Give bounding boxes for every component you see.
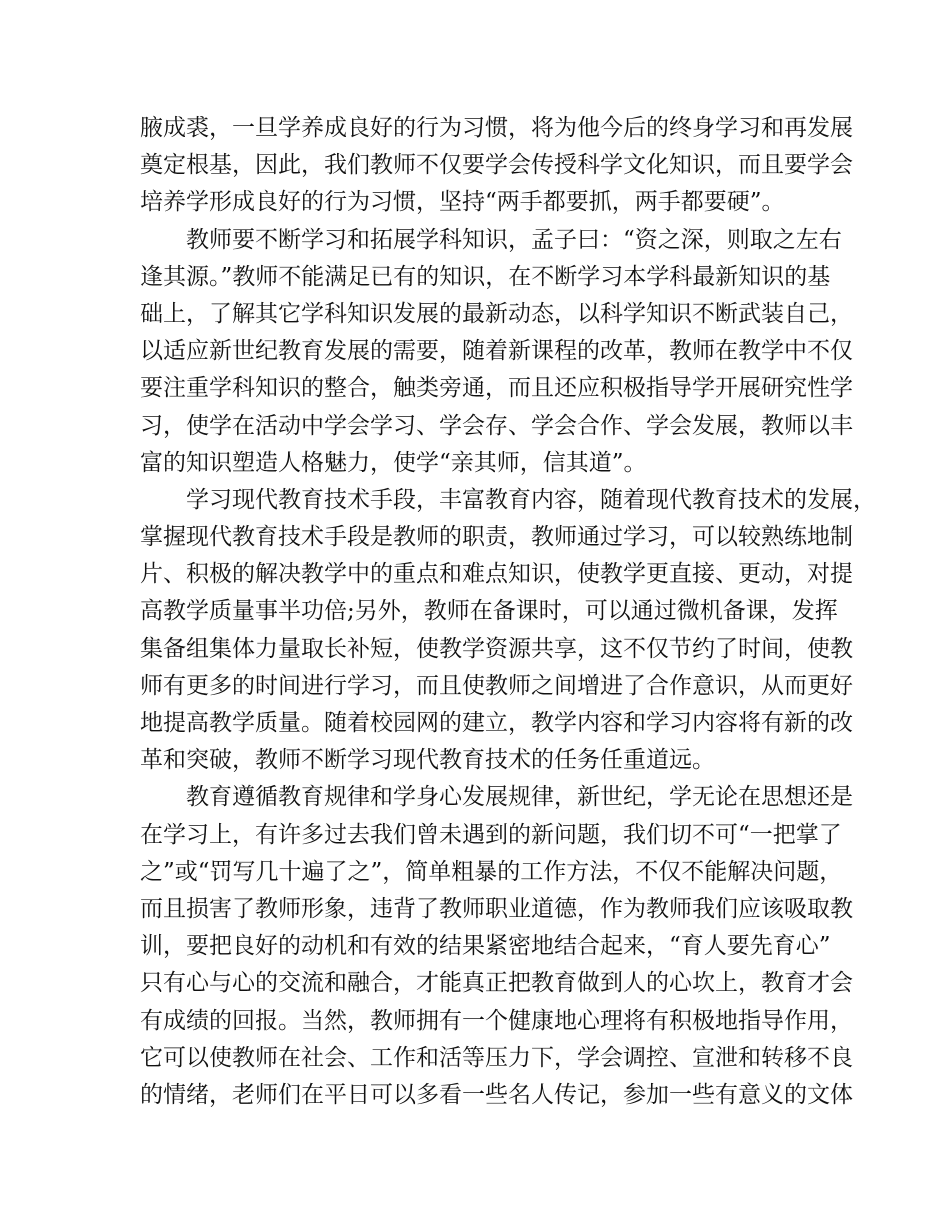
text-line: 训，要把良好的动机和有效的结果紧密地结合起来，“育人要先育心”	[140, 933, 831, 960]
paragraph	[140, 779, 853, 1114]
text-line: 教师要不断学习和拓展学科知识，孟子曰：“资之深，则取之左右	[186, 226, 842, 253]
text-line: 教育遵循教育规律和学身心发展规律，新世纪，学无论在思想还是	[186, 784, 853, 811]
text-line: 师有更多的时间进行学习，而且使教师之间增进了合作意识，从而更好	[140, 672, 853, 699]
document-body	[140, 110, 876, 1114]
paragraph	[140, 482, 876, 780]
text-line: 础上，了解其它学科知识发展的最新动态，以科学知识不断武装自己，	[140, 300, 853, 327]
paragraph	[140, 110, 853, 222]
text-line: 有成绩的回报。当然，教师拥有一个健康地心理将有积极地指导作用，	[140, 1007, 853, 1034]
text-line: 在学习上，有许多过去我们曾未遇到的新问题，我们切不可“一把掌了	[140, 821, 842, 848]
text-line: 奠定根基，因此，我们教师不仅要学会传授科学文化知识，而且要学会	[140, 152, 853, 179]
text-line: 地提高教学质量。随着校园网的建立，教学内容和学习内容将有新的改	[140, 710, 853, 736]
text-line: 之”或“罚写几十遍了之”，简单粗暴的工作方法，不仅不能解决问题，	[140, 858, 843, 885]
paragraph	[140, 222, 853, 482]
text-line: 习，使学在活动中学会学习、学会存、学会合作、学会发展，教师以丰	[140, 412, 853, 439]
text-line: 集备组集体力量取长补短，使教学资源共享，这不仅节约了时间，使教	[140, 635, 853, 662]
text-line: 以适应新世纪教育发展的需要，随着新课程的改革，教师在教学中不仅	[140, 338, 853, 365]
text-line: 学习现代教育技术手段，丰富教育内容，随着现代教育技术的发展，	[186, 486, 876, 513]
text-line: 它可以使教师在社会、工作和活等压力下，学会调控、宣泄和转移不良	[140, 1044, 853, 1071]
text-line: 革和突破，教师不断学习现代教育技术的任务任重道远。	[140, 747, 715, 774]
text-line: 富的知识塑造人格魅力，使学“亲其师，信其道”。	[140, 449, 647, 476]
text-line: 高教学质量事半功倍;另外，教师在备课时，可以通过微机备课，发挥	[140, 598, 838, 625]
text-line: 掌握现代教育技术手段是教师的职责，教师通过学习，可以较熟练地制	[140, 524, 853, 551]
text-line: 而且损害了教师形象，违背了教师职业道德，作为教师我们应该吸取教	[140, 895, 853, 922]
text-line: 腋成裘，一旦学养成良好的行为习惯，将为他今后的终身学习和再发展	[140, 115, 853, 141]
text-line: 要注重学科知识的整合，触类旁通，而且还应积极指导学开展研究性学	[140, 375, 853, 402]
text-line: 培养学形成良好的行为习惯，坚持“两手都要抓，两手都要硬”。	[140, 189, 785, 216]
text-line: 逢其源。”教师不能满足已有的知识，在不断学习本学科最新知识的基	[140, 263, 831, 290]
text-line: 的情绪，老师们在平日可以多看一些名人传记，参加一些有意义的文体	[140, 1081, 853, 1108]
text-line: 片、积极的解决教学中的重点和难点知识，使教学更直接、更动，对提	[140, 561, 853, 588]
text-line: 只有心与心的交流和融合，才能真正把教育做到人的心坎上，教育才会	[140, 970, 853, 997]
